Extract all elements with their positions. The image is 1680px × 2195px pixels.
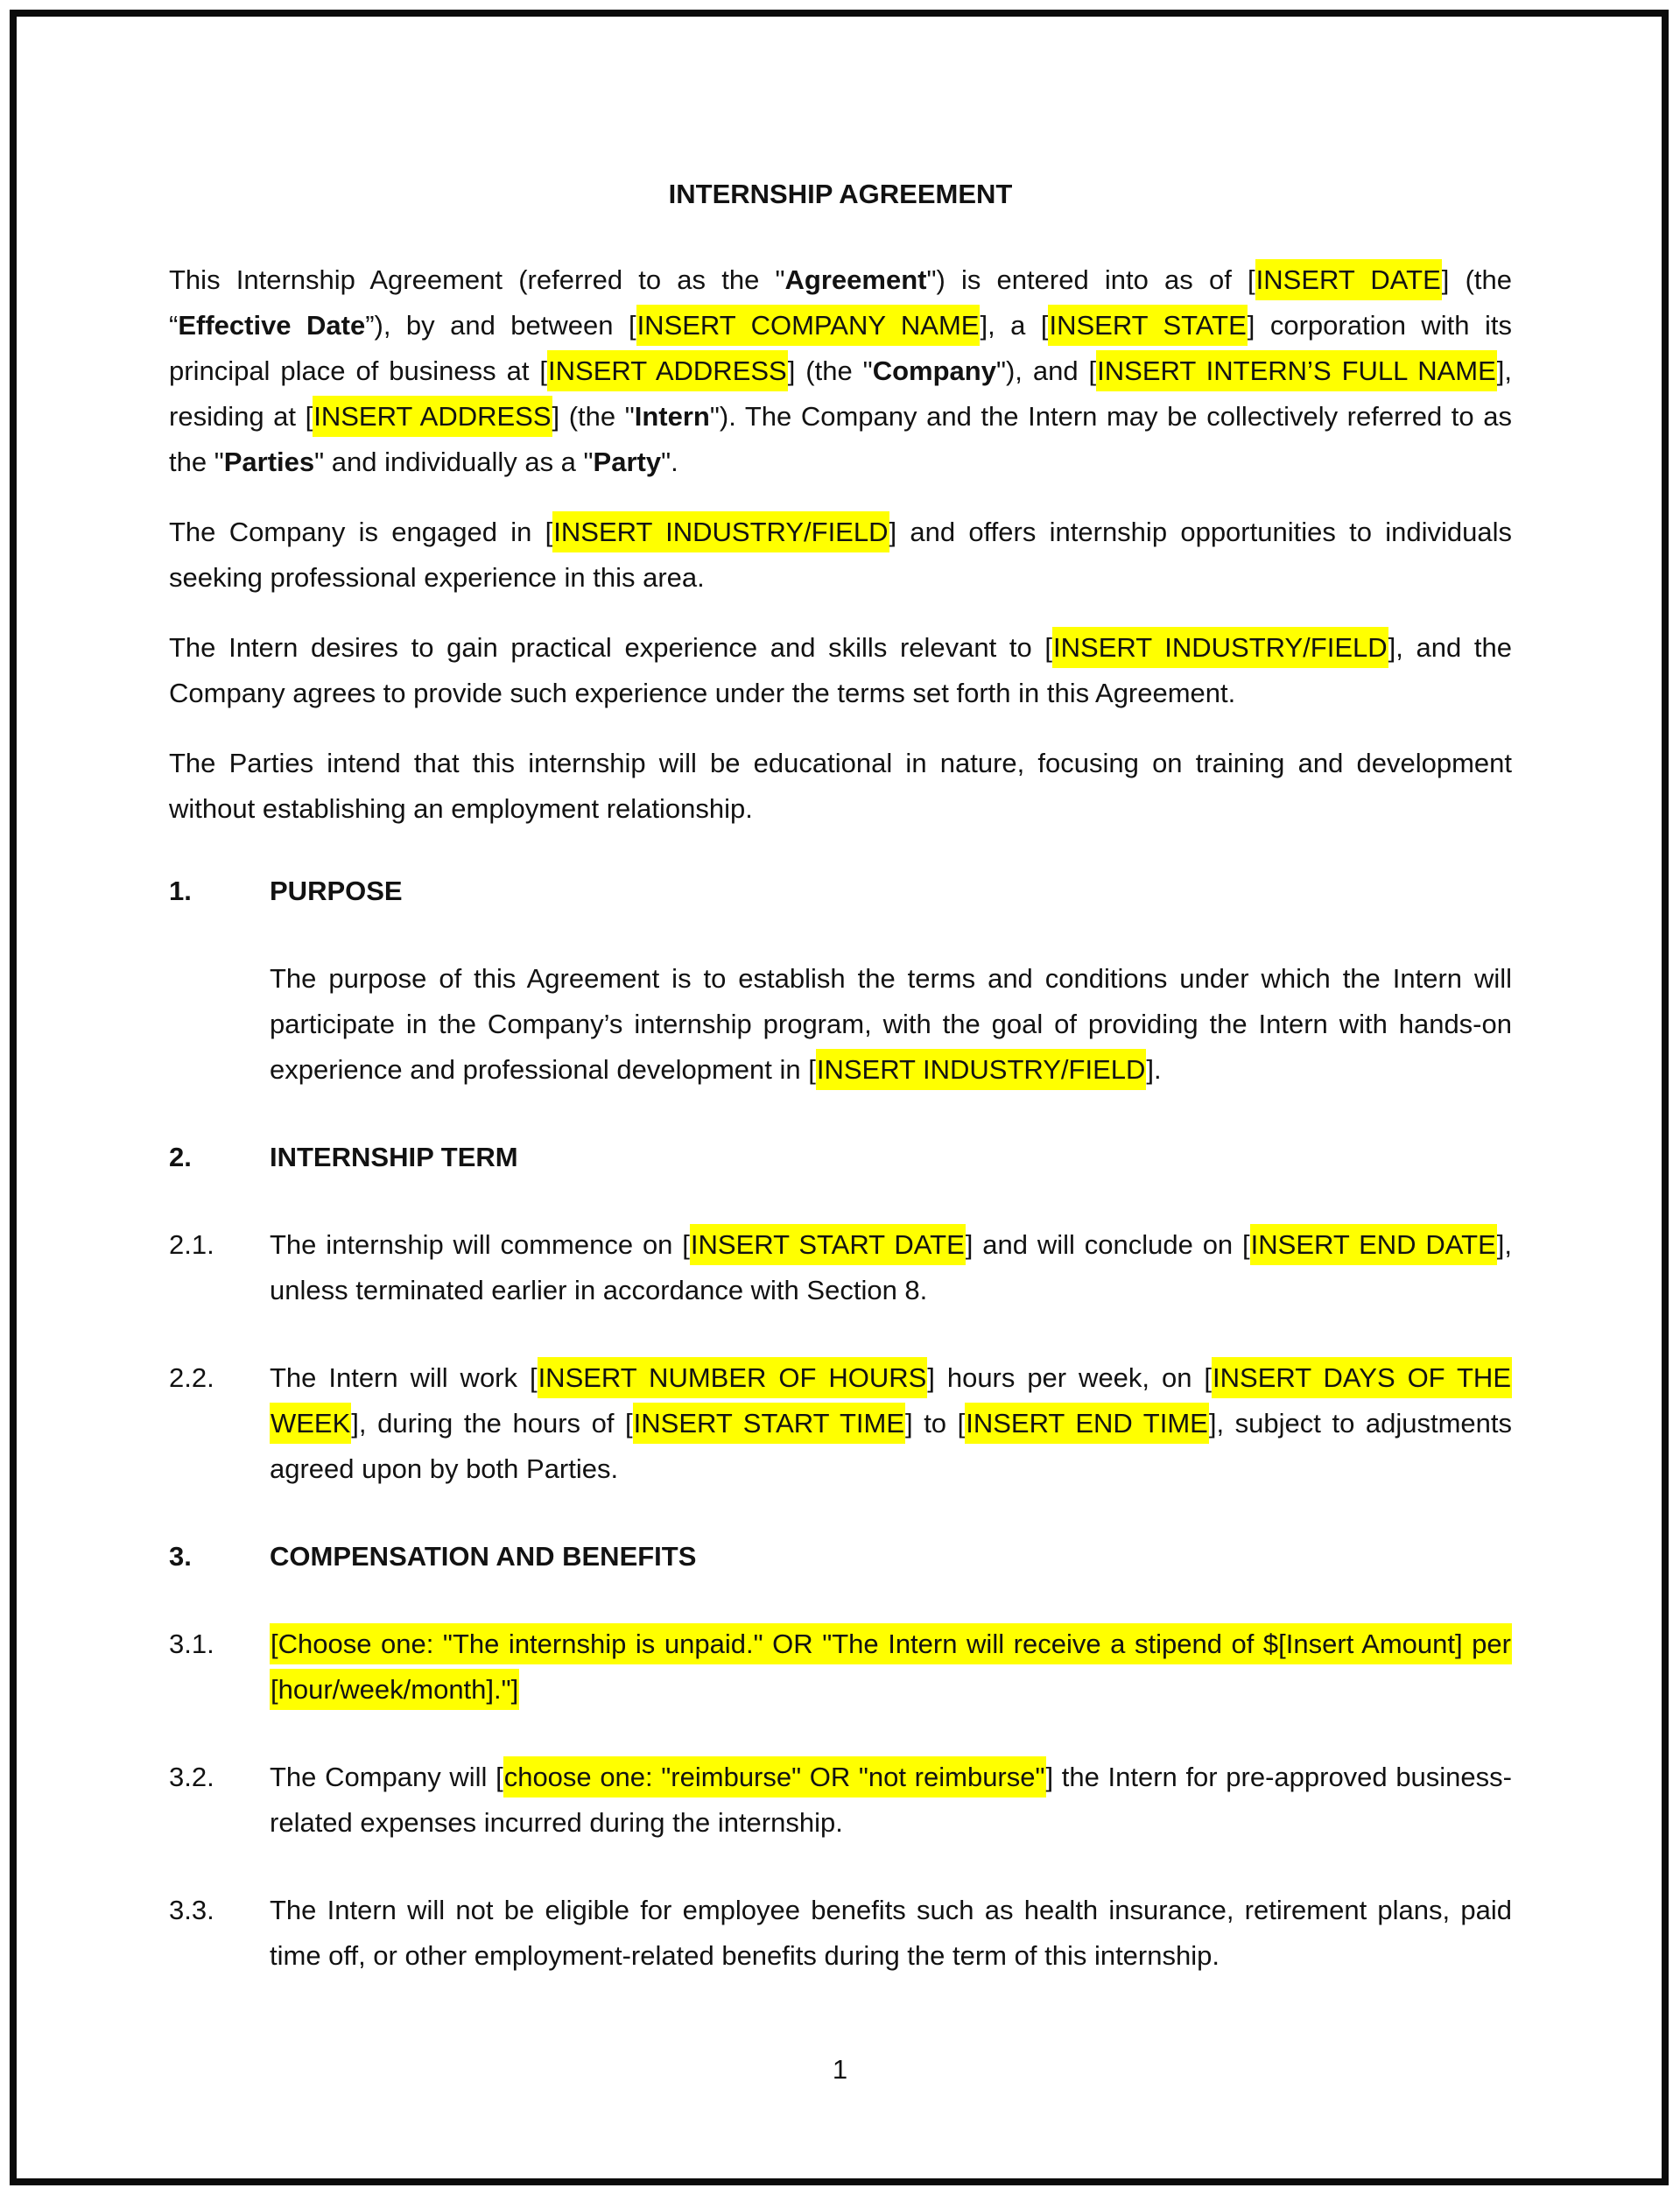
text-run: ] corporation with its principal place of business at [ <box>169 310 1512 386</box>
text-run: Party <box>593 447 662 477</box>
highlight-placeholder: INSERT START DATE <box>690 1224 966 1265</box>
text-run: ], unless terminated earlier in accordance with Section 8. <box>270 1229 1512 1305</box>
highlight-placeholder: INSERT NUMBER OF HOURS <box>538 1357 928 1398</box>
document-body <box>169 172 1512 1979</box>
section-2-number: 2. <box>169 1142 192 1172</box>
text-run: ], a [ <box>980 310 1049 341</box>
highlight-placeholder: INSERT STATE <box>1048 305 1247 346</box>
text-run: ") is entered into as of [ <box>926 264 1255 295</box>
text-run: ] and offers internship opportunities to individuals seeking professional experience in this area. <box>169 517 1513 593</box>
clause-1-text <box>270 956 1512 1093</box>
text-run: Effective Date <box>178 310 366 341</box>
text-run: The Company will [ <box>270 1762 503 1792</box>
clause-2-2-row <box>169 1355 1512 1492</box>
highlight-placeholder: INSERT INDUSTRY/FIELD <box>552 511 889 552</box>
highlight-placeholder: INSERT ADDRESS <box>313 396 552 437</box>
clause-3-3-text <box>270 1888 1512 1979</box>
highlight-placeholder: INSERT END DATE <box>1250 1224 1497 1265</box>
highlight-placeholder: [Choose one: "The internship is unpaid." OR "The Intern will receive a stipend of $[Insert Amount] per [hour/week/month]."] <box>270 1623 1512 1710</box>
highlight-placeholder: INSERT DAYS OF THE WEEK <box>270 1357 1512 1444</box>
text-run: Company <box>872 355 996 386</box>
text-run: ] the Intern for pre-approved business-related expenses incurred during the internship. <box>270 1762 1512 1838</box>
text-run: "), and [ <box>995 355 1097 386</box>
text-run: The Intern will not be eligible for employee benefits such as health insurance, retirement plans, paid time off, or other employment-related benefits during the term of this internship. <box>270 1895 1512 1971</box>
intro-paragraph-2 <box>169 510 1512 601</box>
page-number: 1 <box>832 2054 848 2085</box>
clause-2-1-number: 2.1. <box>169 1229 214 1260</box>
section-2-heading-row <box>169 1135 1512 1180</box>
clause-3-2-row <box>169 1755 1512 1846</box>
clause-3-1-number: 3.1. <box>169 1629 214 1659</box>
text-run: This Internship Agreement (referred to as the " <box>169 264 785 295</box>
clause-3-3-row <box>169 1888 1512 1979</box>
text-run: The Parties intend that this internship will be educational in nature, focusing on training and development without establishing an employment relationship. <box>169 748 1512 824</box>
text-run: "). The Company and the Intern may be collectively referred to as the " <box>169 401 1512 477</box>
section-1-number: 1. <box>169 876 192 906</box>
text-run: Intern <box>634 401 710 432</box>
highlight-placeholder: choose one: "reimburse" OR "not reimburse" <box>503 1756 1046 1798</box>
text-run: The Intern will work [ <box>270 1362 538 1393</box>
text-run: The Intern desires to gain practical experience and skills relevant to [ <box>169 632 1053 663</box>
section-3-number: 3. <box>169 1541 192 1572</box>
text-run: The Company is engaged in [ <box>169 517 553 547</box>
highlight-placeholder: INSERT COMPANY NAME <box>636 305 981 346</box>
text-run: ] and will conclude on [ <box>965 1229 1250 1260</box>
highlight-placeholder: INSERT START TIME <box>633 1403 905 1444</box>
document-title: INTERNSHIP AGREEMENT <box>668 179 1013 209</box>
intro-paragraph-4 <box>169 741 1512 832</box>
text-run: ], and the Company agrees to provide such experience under the terms set forth in this Agreement. <box>169 632 1512 708</box>
section-1-heading: PURPOSE <box>270 876 403 906</box>
clause-1-number <box>169 956 270 1093</box>
text-run: ”), by and between [ <box>365 310 636 341</box>
highlight-placeholder: INSERT ADDRESS <box>547 350 788 391</box>
section-1-heading-row <box>169 869 1512 914</box>
text-run: " and individually as a " <box>314 447 594 477</box>
highlight-placeholder: INSERT DATE <box>1255 259 1442 300</box>
text-run: ] to [ <box>905 1408 966 1439</box>
text-run: ] (the “ <box>169 264 1513 341</box>
clause-2-1-text <box>270 1222 1512 1313</box>
clause-2-2-text <box>270 1355 1512 1492</box>
highlight-placeholder: INSERT INTERN’S FULL NAME <box>1096 350 1497 391</box>
text-run: ], during the hours of [ <box>351 1408 633 1439</box>
highlight-placeholder: INSERT INDUSTRY/FIELD <box>1052 627 1388 668</box>
text-run: ], subject to adjustments agreed upon by both Parties. <box>270 1408 1513 1484</box>
clause-3-2-text <box>270 1755 1512 1846</box>
highlight-placeholder: INSERT INDUSTRY/FIELD <box>816 1049 1147 1090</box>
clause-3-1-text <box>270 1622 1512 1713</box>
text-run: ]. <box>1146 1054 1162 1085</box>
text-run: ". <box>661 447 678 477</box>
text-run: ] (the " <box>552 401 635 432</box>
highlight-placeholder: INSERT END TIME <box>965 1403 1209 1444</box>
text-run: The internship will commence on [ <box>270 1229 690 1260</box>
clause-2-1-row <box>169 1222 1512 1313</box>
text-run: ] hours per week, on [ <box>927 1362 1213 1393</box>
intro-paragraph-1 <box>169 257 1512 485</box>
text-run: ] (the " <box>787 355 873 386</box>
clause-1-body-row <box>169 956 1512 1093</box>
text-run: Parties <box>223 447 315 477</box>
section-3-heading-row <box>169 1534 1512 1579</box>
section-3-heading: COMPENSATION AND BENEFITS <box>270 1541 697 1572</box>
intro-paragraph-3 <box>169 625 1512 716</box>
clause-3-1-row <box>169 1622 1512 1713</box>
clause-2-2-number: 2.2. <box>169 1362 214 1393</box>
section-2-heading: INTERNSHIP TERM <box>270 1142 518 1172</box>
text-run: ], residing at [ <box>169 355 1513 432</box>
text-run: Agreement <box>784 264 927 295</box>
text-run: The purpose of this Agreement is to establish the terms and conditions under which the Intern will participate in the Company’s internship program, with the goal of providing the Intern with hands-on experience and professional development in [ <box>270 963 1512 1085</box>
clause-3-3-number: 3.3. <box>169 1895 214 1925</box>
clause-3-2-number: 3.2. <box>169 1762 214 1792</box>
